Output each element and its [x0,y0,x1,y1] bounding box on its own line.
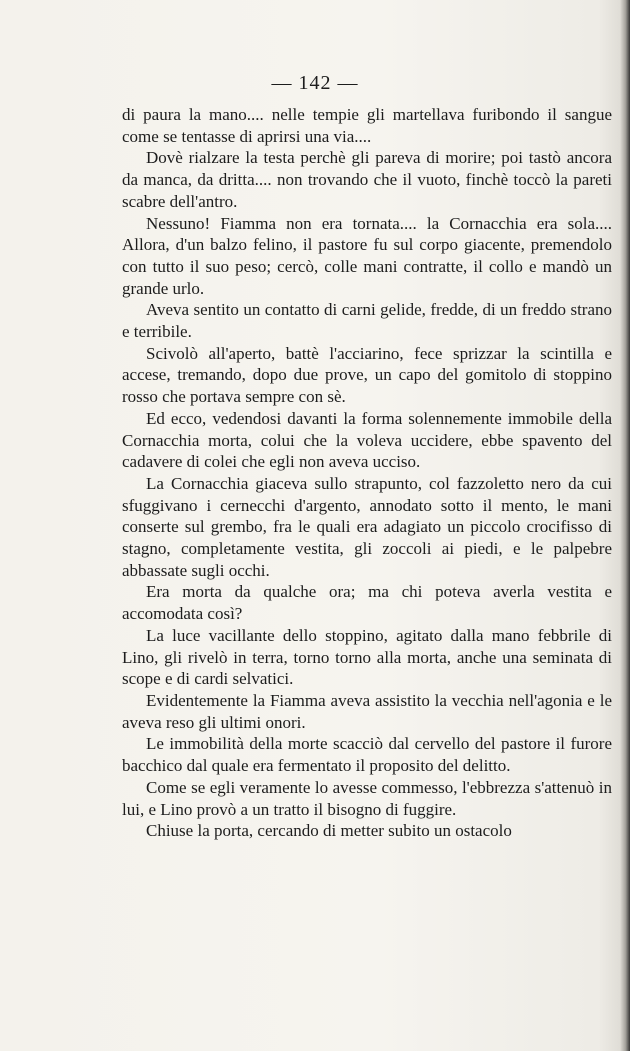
paragraph: La luce vacillante dello stoppino, agitato dalla mano febbrile di Lino, gli rivelò in terra, torno torno alla morta, anche una seminata di scope e di cardi selvatici. [122,625,612,689]
body-text [122,104,612,842]
paragraph: Chiuse la porta, cercando di metter subito un ostacolo [146,821,512,841]
paragraph: Evidentemente la Fiamma aveva assistito la vecchia nell'agonia e le aveva reso gli ultimi onori. [122,690,612,732]
paragraph: Scivolò all'aperto, battè l'acciarino, fece sprizzar la scintilla e accese, tremando, dopo due prove, un capo del gomitolo di stoppino rosso che portava sempre con sè. [122,343,612,407]
paragraph: Le immobilità della morte scacciò dal cervello del pastore il furore bacchico dal quale era fermentato il proposito del delitto. [122,734,612,776]
paragraph: Nessuno! Fiamma non era tornata.... la Cornacchia era sola.... Allora, d'un balzo felino, il pastore fu sul corpo giacente, premendolo con tutto il suo peso; cercò, colle mani contratte, il collo e mandò un grande urlo. [122,213,612,298]
paragraph: Ed ecco, vedendosi davanti la forma solennemente immobile della Cornacchia morta, colui che la voleva uccidere, ebbe spavento del cadavere di colei che egli non aveva ucciso. [122,408,612,472]
paragraph: di paura la mano.... nelle tempie gli martellava furibondo il sangue come se tentasse di aprirsi una via.... [122,105,612,146]
page-edge-shadow [620,0,630,1051]
page-number: — 142 — [271,72,359,94]
paragraph: Era morta da qualche ora; ma chi poteva averla vestita e accomodata così? [122,582,612,624]
paragraph: Come se egli veramente lo avesse commesso, l'ebbrezza s'attenuò in lui, e Lino provò a un tratto il bisogno di fuggire. [122,777,612,819]
paragraph: La Cornacchia giaceva sullo strapunto, col fazzoletto nero da cui sfuggivano i cernecchi d'argento, annodato sotto il mento, le mani conserte sul grembo, fra le quali era adagiato un piccolo crocifisso di stagno, completamente vestita, gli zoccoli ai piedi, e le palpebre abbassate sugli occhi. [122,473,612,580]
paragraph: Aveva sentito un contatto di carni gelide, fredde, di un freddo strano e terribile. [122,300,612,342]
paragraph: Dovè rialzare la testa perchè gli pareva di morire; poi tastò ancora da manca, da dritta.... non trovando che il vuoto, finchè toccò la pareti scabre dell'antro. [122,148,612,211]
